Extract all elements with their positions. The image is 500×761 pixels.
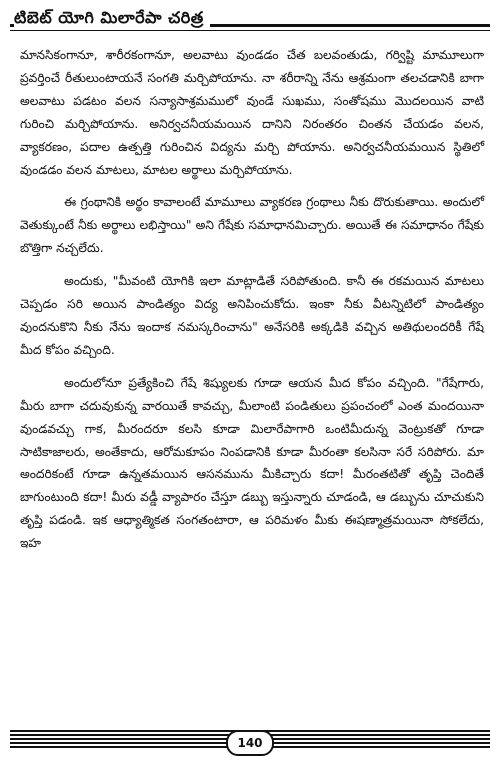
paragraph: అందులోనూ ప్రత్యేకించి గేషే శిష్యులకు గూడా ఆయన మీద కోపం వచ్చింది. "గేషేగారు, మీరు బాగా చదువుకున్న వారయితే కావచ్చు, మీలాంటి పండితులు ప్రపంచంలో ఎంత మందయినా వుండవచ్చు గాక, మీరందరూ కలసి కూడా మిలారేపాగారి ఒంటిమీదున్న వెంట్రుకతో గూడా సాటికాజాలరు, అంతేకాదు, ఆరోమకూపం నింపడానికి కూడా మీరంతా కలసినా సరే సరిపోరు. మా అందరికంటే గూడా ఉన్నతమయిన ఆసనమును మీకిచ్చారు కదా! మీరంతటితో తృప్తి చెందితే బాగుంటుంది కదా! మీరు వడ్డీ వ్యాపారం చేస్తూ డబ్బు ఇస్తున్నారు చూడండి, ఆ డబ్బును చూచుకుని తృప్తి పడండి. ఇక ఆధ్యాత్మికత సంగతంటారా, ఆ పరిమళం మీకు ఈషణ్మాత్రమయినా సోకలేదు, ఇహ xyxy=(20,375,484,551)
page-number: 140 xyxy=(226,730,274,756)
header-title: టిబెట్ యోగి మిలారేపా చరిత్ర xyxy=(14,6,210,30)
body-text xyxy=(20,44,484,565)
page-footer xyxy=(10,724,490,754)
paragraph: అందుకు, "మీవంటి యోగికి ఇలా మాట్లాడితే సరిపోతుంది. కానీ ఈ రకమయిన మాటలు చెప్పడం సరి అయిన పాండిత్యం విద్య అనిపించుకోదు. ఇంకా నీకు వీటన్నిటిలో పాండిత్యం వుందనుకొని నీకు నేను ఇందాక నమస్కరించాను" అనేసరికి అక్కడికి వచ్చిన అతిథులందరికీ గేషే మీద కోపం వచ్చింది. xyxy=(20,274,484,357)
paragraph: మానసికంగానూ, శారీరకంగానూ, అలవాటు వుండడం చేత బలవంతుడు, గర్విష్టి మామూలుగా ప్రవర్తించే రీతులుంటాయనే సంగతి మర్చిపోయాను. నా శరీరాన్ని నేను ఆశ్రమంగా తలచడానికి బాగా అలవాటు పడటం వలన సన్యాసాశ్రమములో వుండే సుఖము, సంతోషము మొదలయిన వాటి గురించి మర్చిపోయాను. అనిర్వచనీయమయిన దానిని నిరంతరం చింతన చేయడం వలన, వ్యాకరణం, పదాల ఉత్పత్తి గురించిన విద్యను మర్చి పోయాను. అనిర్వచనీయమయిన స్థితిలో వుండడం వలన మాటలు, మాటల అర్థాలు మర్చిపోయాను. xyxy=(20,48,484,177)
header-rule-thin xyxy=(10,30,490,31)
paragraph: ఈ గ్రంథానికి అర్థం కావాలంటే మామూలు వ్యాకరణ గ్రంథాలు నీకు దొరుకుతాయి. అందులో వెతుక్కుంటే నీకు అర్థాలు లభిస్తాయి" అని గేషేకు సమాధానమిచ్చారు. అయితే ఈ సమాధానం గేషేకు బొత్తిగా నచ్చలేదు. xyxy=(20,195,484,256)
running-header xyxy=(10,6,490,34)
